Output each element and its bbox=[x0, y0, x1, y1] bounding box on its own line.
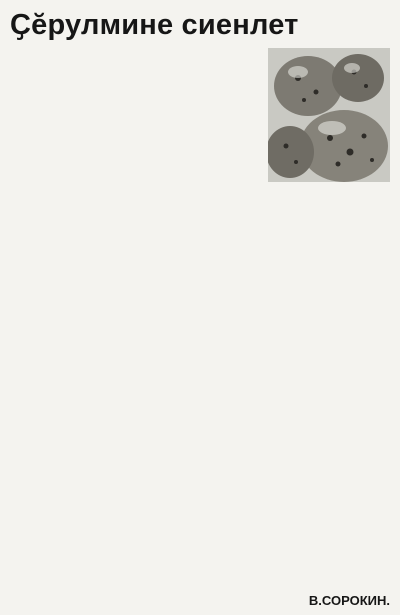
body-paragraph bbox=[10, 219, 390, 234]
body-paragraph bbox=[10, 189, 390, 204]
body-paragraph bbox=[10, 234, 390, 249]
potato-photo bbox=[268, 48, 390, 182]
lead-section bbox=[10, 48, 390, 153]
article-headline: Ҫĕрулмине сиенлет bbox=[10, 9, 299, 41]
body-paragraph bbox=[10, 204, 390, 219]
body-paragraph bbox=[10, 249, 390, 264]
article-byline: В.СОРОКИН. bbox=[305, 593, 390, 609]
